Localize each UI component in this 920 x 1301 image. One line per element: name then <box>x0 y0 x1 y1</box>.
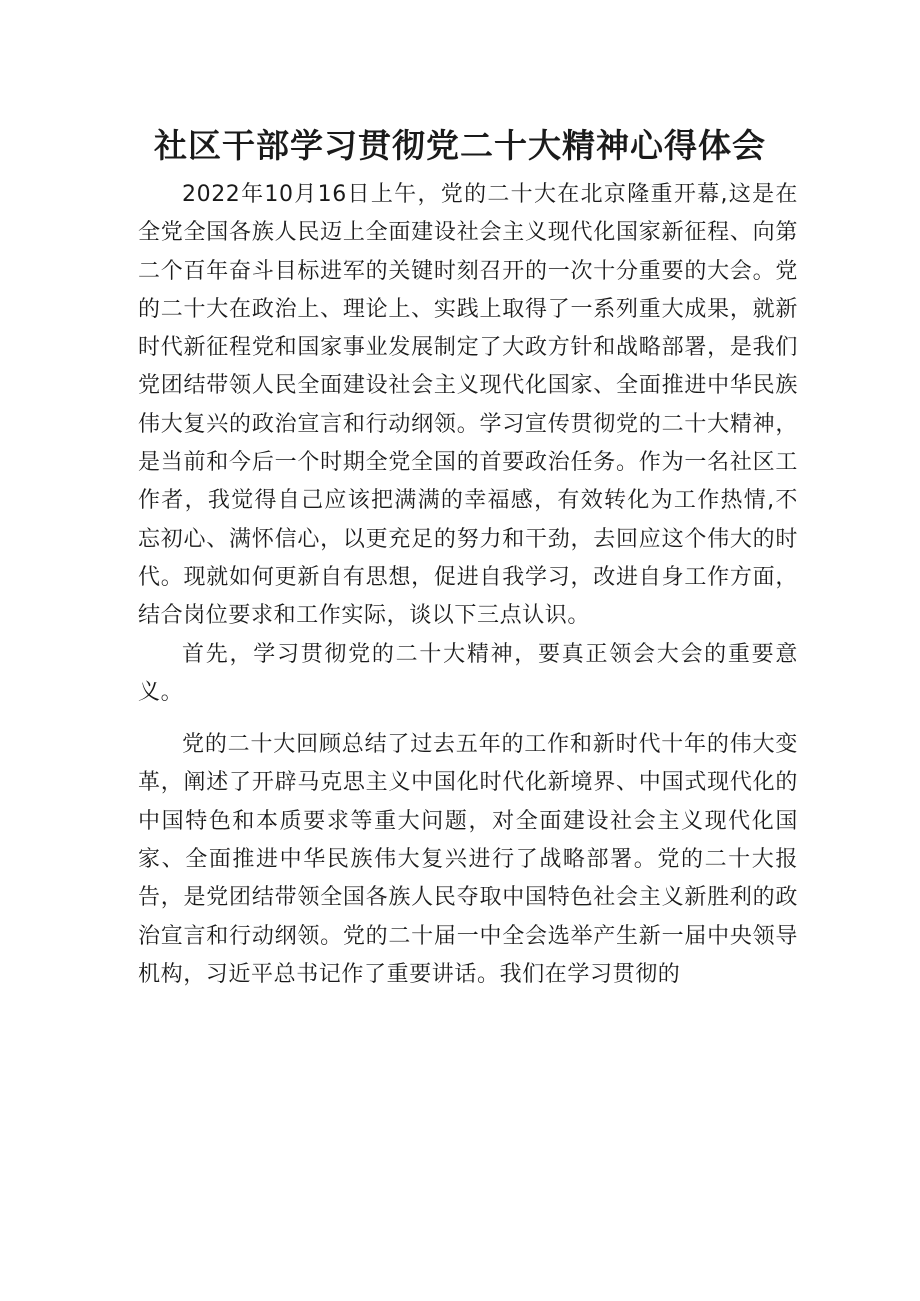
paragraph-3: 党的二十大回顾总结了过去五年的工作和新时代十年的伟大变革，阐述了开辟马克思主义中国化时代化新境界、中国式现代化的中国特色和本质要求等重大问题，对全面建设社会主义现代化国家、全面推进中华民族伟大复兴进行了战略部署。党的二十大报告，是党团结带领全国各族人民夺取中国特色社会主义新胜利的政治宣言和行动纲领。党的二十届一中全会选举产生新一届中央领导机构，习近平总书记作了重要讲话。我们在学习贯彻的 <box>138 732 798 987</box>
paragraph-2: 首先，学习贯彻党的二十大精神，要真正领会大会的重要意义。 <box>138 641 798 705</box>
document-body <box>138 176 798 994</box>
paragraph-1: 2022年10月16日上午，党的二十大在北京隆重开幕,这是在全党全国各族人民迈上全面建设社会主义现代化国家新征程、向第二个百年奋斗目标进军的关键时刻召开的一次十分重要的大会。党的二十大在政治上、理论上、实践上取得了一系列重大成果，就新时代新征程党和国家事业发展制定了大政方针和战略部署，是我们党团结带领人民全面建设社会主义现代化国家、全面推进中华民族伟大复兴的政治宣言和行动纲领。学习宣传贯彻党的二十大精神，是当前和今后一个时期全党全国的首要政治任务。作为一名社区工作者，我觉得自己应该把满满的幸福感，有效转化为工作热情,不忘初心、满怀信心，以更充足的努力和干劲，去回应这个伟大的时代。现就如何更新自有思想，促进自我学习，改进自身工作方面，结合岗位要求和工作实际，谈以下三点认识。 <box>138 182 798 629</box>
document-title: 社区干部学习贯彻党二十大精神心得体会 <box>154 126 766 166</box>
